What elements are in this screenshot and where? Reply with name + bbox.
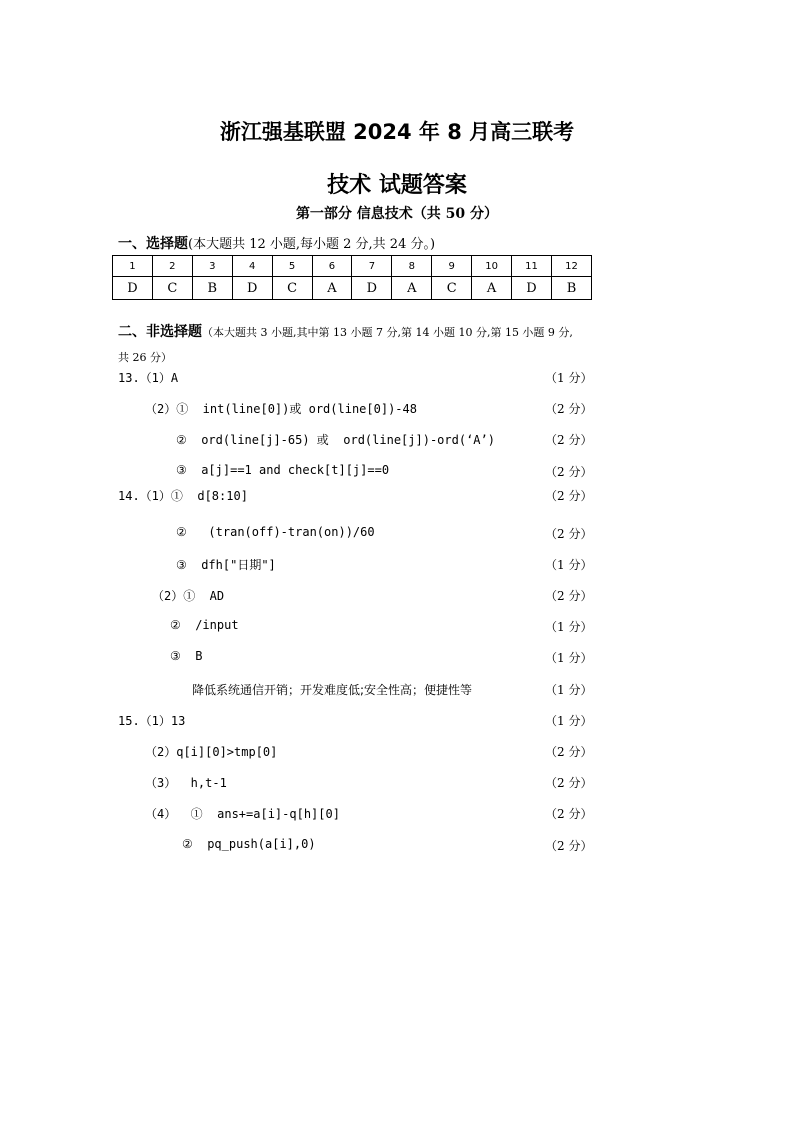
answer-line-14-1-3: ③ dfh["日期"] bbox=[176, 558, 276, 572]
answer-cell: D bbox=[232, 277, 272, 300]
score-label: （2 分） bbox=[545, 527, 593, 541]
answer-sheet-title: 技术 试题答案 bbox=[327, 173, 467, 198]
score-label: （1 分） bbox=[545, 371, 593, 385]
question-number: 4 bbox=[232, 256, 272, 277]
answer-row bbox=[113, 277, 592, 300]
answer-line-13-1: 13.（1）A bbox=[118, 371, 179, 385]
question-number: 10 bbox=[472, 256, 512, 277]
question-number: 9 bbox=[432, 256, 472, 277]
answer-line-15-4-2: ② pq_push(a[i],0) bbox=[182, 837, 316, 851]
answer-line-13-2-1: （2）① int(line[0])或 ord(line[0])-48 bbox=[145, 402, 417, 416]
part-title: 第一部分 信息技术（共 50 分） bbox=[295, 206, 499, 222]
score-label: （2 分） bbox=[545, 807, 593, 821]
question-number: 8 bbox=[392, 256, 432, 277]
score-label: （2 分） bbox=[545, 433, 593, 447]
section2-heading-note-cont: 共 26 分） bbox=[118, 351, 172, 364]
answer-cell: B bbox=[551, 277, 591, 300]
answer-line-15-4-1: （4） ① ans+=a[i]-q[h][0] bbox=[145, 807, 340, 821]
answer-cell: A bbox=[392, 277, 432, 300]
answer-line-14-2-1: （2）① AD bbox=[152, 589, 225, 603]
answer-line-14-1-2: ② (tran(off)-tran(on))/60 bbox=[176, 525, 375, 539]
answer-cell: D bbox=[113, 277, 153, 300]
answer-line-15-3: （3） h,t-1 bbox=[145, 776, 227, 790]
answer-cell: D bbox=[512, 277, 552, 300]
question-number: 5 bbox=[272, 256, 312, 277]
answer-cell: C bbox=[272, 277, 312, 300]
section1-heading bbox=[118, 233, 435, 253]
section2-heading bbox=[118, 320, 678, 370]
question-number: 6 bbox=[312, 256, 352, 277]
section1-heading-label: 一、选择题 bbox=[118, 236, 188, 252]
answer-cell: C bbox=[152, 277, 192, 300]
question-number: 11 bbox=[512, 256, 552, 277]
question-number: 1 bbox=[113, 256, 153, 277]
question-number: 7 bbox=[352, 256, 392, 277]
answer-line-14-2-3: ③ B bbox=[170, 649, 203, 663]
score-label: （1 分） bbox=[545, 714, 593, 728]
answer-table bbox=[112, 255, 592, 300]
section2-heading-label: 二、非选择题 bbox=[118, 324, 202, 340]
answer-line-14-2-2: ② /input bbox=[170, 618, 239, 632]
answer-line-14-2-explain: 降低系统通信开销；开发难度低;安全性高；便捷性等 bbox=[192, 683, 473, 697]
section1-heading-note: (本大题共 12 小题,每小题 2 分,共 24 分。) bbox=[188, 237, 436, 252]
score-label: （1 分） bbox=[545, 683, 593, 697]
exam-title: 浙江强基联盟 2024 年 8 月高三联考 bbox=[219, 120, 575, 144]
answer-line-13-2-3: ③ a[j]==1 and check[t][j]==0 bbox=[176, 463, 390, 477]
answer-line-15-2: （2）q[i][0]>tmp[0] bbox=[145, 745, 278, 759]
question-number-row bbox=[113, 256, 592, 277]
question-number: 3 bbox=[192, 256, 232, 277]
score-label: （1 分） bbox=[545, 558, 593, 572]
answer-line-13-2-2: ② ord(line[j]-65) 或 ord(line[j])-ord(‘A’) bbox=[176, 433, 495, 447]
score-label: （2 分） bbox=[545, 776, 593, 790]
score-label: （2 分） bbox=[545, 839, 593, 853]
section2-heading-note: （本大题共 3 小题,其中第 13 小题 7 分,第 14 小题 10 分,第 15 小题 9 分, bbox=[202, 326, 573, 339]
answer-line-14-1-1: 14.（1）① d[8:10] bbox=[118, 489, 248, 503]
question-number: 2 bbox=[152, 256, 192, 277]
score-label: （1 分） bbox=[545, 651, 593, 665]
score-label: （2 分） bbox=[545, 745, 593, 759]
score-label: （1 分） bbox=[545, 620, 593, 634]
score-label: （2 分） bbox=[545, 589, 593, 603]
score-label: （2 分） bbox=[545, 402, 593, 416]
score-label: （2 分） bbox=[545, 489, 593, 503]
answer-cell: A bbox=[472, 277, 512, 300]
answer-line-15-1: 15.（1）13 bbox=[118, 714, 186, 728]
answer-cell: C bbox=[432, 277, 472, 300]
answer-cell: D bbox=[352, 277, 392, 300]
question-number: 12 bbox=[551, 256, 591, 277]
answer-cell: B bbox=[192, 277, 232, 300]
score-label: （2 分） bbox=[545, 465, 593, 479]
answer-cell: A bbox=[312, 277, 352, 300]
